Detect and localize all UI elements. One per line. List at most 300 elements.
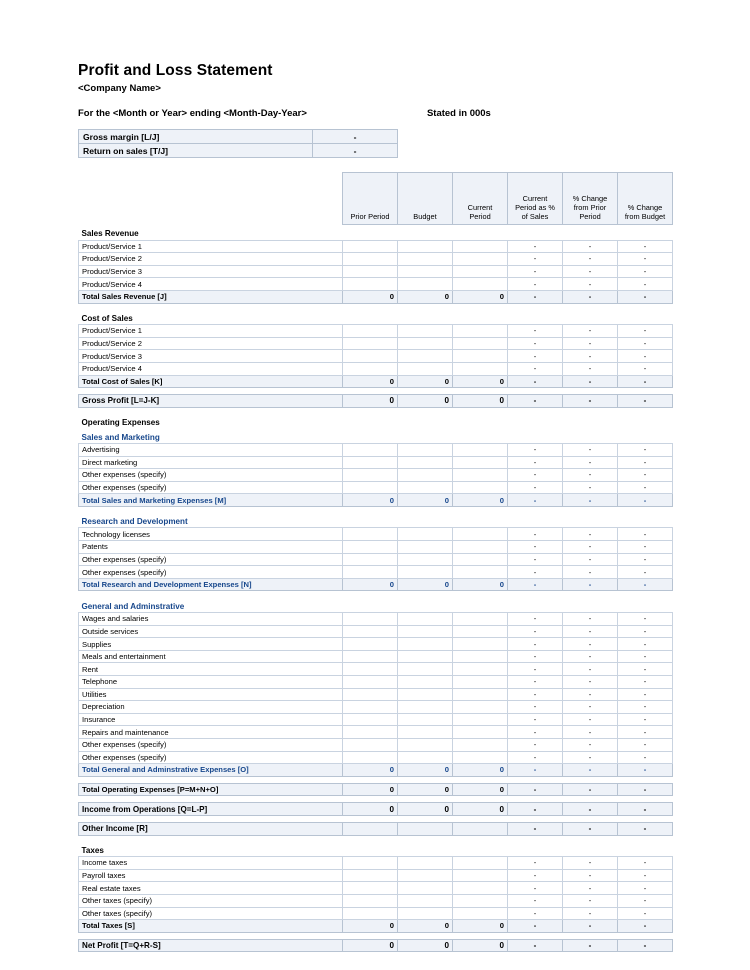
percent-cell[interactable]: - xyxy=(618,553,673,566)
line-item-row[interactable] xyxy=(79,701,673,714)
percent-cell[interactable]: - xyxy=(618,337,673,350)
percent-cell[interactable]: - xyxy=(563,783,618,796)
percent-cell[interactable]: - xyxy=(563,857,618,870)
amount-cell[interactable] xyxy=(398,650,453,663)
percent-cell[interactable]: - xyxy=(508,894,563,907)
percent-cell[interactable]: - xyxy=(563,350,618,363)
amount-cell[interactable] xyxy=(398,362,453,375)
percent-cell[interactable]: - xyxy=(508,278,563,291)
percent-cell[interactable]: - xyxy=(563,920,618,933)
percent-cell[interactable]: - xyxy=(508,822,563,835)
percent-cell[interactable]: - xyxy=(563,803,618,816)
amount-cell[interactable] xyxy=(343,325,398,338)
line-item-row[interactable] xyxy=(79,240,673,253)
percent-cell[interactable]: - xyxy=(508,528,563,541)
amount-cell[interactable] xyxy=(343,688,398,701)
amount-cell[interactable] xyxy=(453,751,508,764)
percent-cell[interactable]: - xyxy=(563,362,618,375)
amount-cell[interactable] xyxy=(343,663,398,676)
percent-cell[interactable]: - xyxy=(618,869,673,882)
percent-cell[interactable]: - xyxy=(563,726,618,739)
amount-cell[interactable]: 0 xyxy=(343,290,398,303)
line-item-row[interactable] xyxy=(79,253,673,266)
amount-cell[interactable] xyxy=(453,456,508,469)
line-item-row[interactable] xyxy=(79,751,673,764)
percent-cell[interactable]: - xyxy=(508,625,563,638)
amount-cell[interactable] xyxy=(453,613,508,626)
percent-cell[interactable]: - xyxy=(563,494,618,507)
amount-cell[interactable] xyxy=(343,253,398,266)
amount-cell[interactable] xyxy=(343,726,398,739)
total-row[interactable] xyxy=(79,494,673,507)
percent-cell[interactable]: - xyxy=(563,553,618,566)
amount-cell[interactable] xyxy=(343,676,398,689)
amount-cell[interactable] xyxy=(398,469,453,482)
percent-cell[interactable]: - xyxy=(508,676,563,689)
percent-cell[interactable]: - xyxy=(508,907,563,920)
amount-cell[interactable] xyxy=(398,253,453,266)
amount-cell[interactable] xyxy=(453,350,508,363)
line-item-row[interactable] xyxy=(79,541,673,554)
amount-cell[interactable] xyxy=(343,894,398,907)
amount-cell[interactable] xyxy=(453,481,508,494)
percent-cell[interactable]: - xyxy=(563,278,618,291)
percent-cell[interactable]: - xyxy=(618,362,673,375)
percent-cell[interactable]: - xyxy=(618,395,673,408)
percent-cell[interactable]: - xyxy=(508,939,563,952)
line-item-row[interactable] xyxy=(79,362,673,375)
percent-cell[interactable]: - xyxy=(618,713,673,726)
percent-cell[interactable]: - xyxy=(618,676,673,689)
total-row[interactable] xyxy=(79,822,673,835)
amount-cell[interactable] xyxy=(343,566,398,579)
amount-cell[interactable] xyxy=(398,688,453,701)
percent-cell[interactable]: - xyxy=(563,701,618,714)
line-item-row[interactable] xyxy=(79,688,673,701)
line-item-row[interactable] xyxy=(79,566,673,579)
amount-cell[interactable] xyxy=(453,240,508,253)
percent-cell[interactable]: - xyxy=(508,701,563,714)
line-item-row[interactable] xyxy=(79,325,673,338)
amount-cell[interactable] xyxy=(453,625,508,638)
percent-cell[interactable]: - xyxy=(618,920,673,933)
percent-cell[interactable]: - xyxy=(563,613,618,626)
amount-cell[interactable] xyxy=(453,443,508,456)
line-item-row[interactable] xyxy=(79,613,673,626)
percent-cell[interactable]: - xyxy=(618,265,673,278)
percent-cell[interactable]: - xyxy=(508,395,563,408)
line-item-row[interactable] xyxy=(79,350,673,363)
percent-cell[interactable]: - xyxy=(563,939,618,952)
percent-cell[interactable]: - xyxy=(563,443,618,456)
amount-cell[interactable]: 0 xyxy=(343,783,398,796)
percent-cell[interactable]: - xyxy=(508,726,563,739)
percent-cell[interactable]: - xyxy=(508,553,563,566)
line-item-row[interactable] xyxy=(79,713,673,726)
percent-cell[interactable]: - xyxy=(508,443,563,456)
percent-cell[interactable]: - xyxy=(563,528,618,541)
amount-cell[interactable] xyxy=(343,456,398,469)
amount-cell[interactable] xyxy=(343,822,398,835)
percent-cell[interactable]: - xyxy=(508,350,563,363)
amount-cell[interactable]: 0 xyxy=(453,578,508,591)
percent-cell[interactable]: - xyxy=(618,375,673,388)
percent-cell[interactable]: - xyxy=(508,713,563,726)
amount-cell[interactable]: 0 xyxy=(343,764,398,777)
percent-cell[interactable]: - xyxy=(618,494,673,507)
percent-cell[interactable]: - xyxy=(508,764,563,777)
amount-cell[interactable] xyxy=(343,350,398,363)
percent-cell[interactable]: - xyxy=(618,939,673,952)
percent-cell[interactable]: - xyxy=(508,375,563,388)
percent-cell[interactable]: - xyxy=(563,566,618,579)
percent-cell[interactable]: - xyxy=(508,362,563,375)
percent-cell[interactable]: - xyxy=(618,803,673,816)
percent-cell[interactable]: - xyxy=(618,882,673,895)
percent-cell[interactable]: - xyxy=(618,578,673,591)
percent-cell[interactable]: - xyxy=(508,541,563,554)
percent-cell[interactable]: - xyxy=(563,822,618,835)
amount-cell[interactable] xyxy=(453,726,508,739)
amount-cell[interactable]: 0 xyxy=(398,290,453,303)
percent-cell[interactable]: - xyxy=(618,528,673,541)
percent-cell[interactable]: - xyxy=(563,325,618,338)
amount-cell[interactable] xyxy=(398,894,453,907)
amount-cell[interactable] xyxy=(398,443,453,456)
amount-cell[interactable] xyxy=(453,701,508,714)
percent-cell[interactable]: - xyxy=(618,783,673,796)
line-item-row[interactable] xyxy=(79,337,673,350)
amount-cell[interactable] xyxy=(398,726,453,739)
amount-cell[interactable] xyxy=(453,869,508,882)
amount-cell[interactable]: 0 xyxy=(398,494,453,507)
percent-cell[interactable]: - xyxy=(618,822,673,835)
amount-cell[interactable] xyxy=(398,882,453,895)
percent-cell[interactable]: - xyxy=(508,265,563,278)
amount-cell[interactable]: 0 xyxy=(453,494,508,507)
percent-cell[interactable]: - xyxy=(563,375,618,388)
amount-cell[interactable] xyxy=(453,822,508,835)
percent-cell[interactable]: - xyxy=(563,290,618,303)
percent-cell[interactable]: - xyxy=(508,290,563,303)
amount-cell[interactable] xyxy=(453,663,508,676)
percent-cell[interactable]: - xyxy=(508,738,563,751)
amount-cell[interactable] xyxy=(453,553,508,566)
amount-cell[interactable] xyxy=(343,278,398,291)
amount-cell[interactable]: 0 xyxy=(343,494,398,507)
percent-cell[interactable]: - xyxy=(508,688,563,701)
amount-cell[interactable]: 0 xyxy=(343,920,398,933)
percent-cell[interactable]: - xyxy=(618,325,673,338)
amount-cell[interactable]: 0 xyxy=(398,920,453,933)
line-item-row[interactable] xyxy=(79,882,673,895)
percent-cell[interactable]: - xyxy=(563,253,618,266)
amount-cell[interactable] xyxy=(398,701,453,714)
percent-cell[interactable]: - xyxy=(563,713,618,726)
line-item-row[interactable] xyxy=(79,650,673,663)
percent-cell[interactable]: - xyxy=(563,764,618,777)
amount-cell[interactable] xyxy=(343,469,398,482)
percent-cell[interactable]: - xyxy=(618,625,673,638)
amount-cell[interactable]: 0 xyxy=(398,375,453,388)
amount-cell[interactable]: 0 xyxy=(453,290,508,303)
percent-cell[interactable]: - xyxy=(508,456,563,469)
amount-cell[interactable] xyxy=(453,638,508,651)
amount-cell[interactable]: 0 xyxy=(343,375,398,388)
percent-cell[interactable]: - xyxy=(563,240,618,253)
amount-cell[interactable]: 0 xyxy=(343,395,398,408)
amount-cell[interactable] xyxy=(398,566,453,579)
amount-cell[interactable] xyxy=(398,676,453,689)
amount-cell[interactable] xyxy=(343,541,398,554)
amount-cell[interactable] xyxy=(398,857,453,870)
amount-cell[interactable] xyxy=(453,907,508,920)
percent-cell[interactable]: - xyxy=(508,783,563,796)
percent-cell[interactable]: - xyxy=(563,650,618,663)
percent-cell[interactable]: - xyxy=(563,578,618,591)
amount-cell[interactable] xyxy=(398,265,453,278)
total-row[interactable] xyxy=(79,920,673,933)
percent-cell[interactable]: - xyxy=(508,325,563,338)
percent-cell[interactable]: - xyxy=(563,688,618,701)
amount-cell[interactable] xyxy=(343,638,398,651)
line-item-row[interactable] xyxy=(79,553,673,566)
line-item-row[interactable] xyxy=(79,907,673,920)
amount-cell[interactable]: 0 xyxy=(453,920,508,933)
total-row[interactable] xyxy=(79,375,673,388)
amount-cell[interactable] xyxy=(343,481,398,494)
amount-cell[interactable]: 0 xyxy=(398,803,453,816)
percent-cell[interactable]: - xyxy=(618,566,673,579)
amount-cell[interactable] xyxy=(343,751,398,764)
percent-cell[interactable]: - xyxy=(563,676,618,689)
percent-cell[interactable]: - xyxy=(563,894,618,907)
percent-cell[interactable]: - xyxy=(508,240,563,253)
amount-cell[interactable] xyxy=(398,625,453,638)
percent-cell[interactable]: - xyxy=(618,857,673,870)
line-item-row[interactable] xyxy=(79,278,673,291)
percent-cell[interactable]: - xyxy=(618,894,673,907)
percent-cell[interactable]: - xyxy=(563,541,618,554)
amount-cell[interactable] xyxy=(453,528,508,541)
percent-cell[interactable]: - xyxy=(618,481,673,494)
amount-cell[interactable] xyxy=(398,528,453,541)
percent-cell[interactable]: - xyxy=(618,350,673,363)
percent-cell[interactable]: - xyxy=(563,638,618,651)
amount-cell[interactable] xyxy=(343,553,398,566)
amount-cell[interactable] xyxy=(453,676,508,689)
total-row[interactable] xyxy=(79,395,673,408)
percent-cell[interactable]: - xyxy=(563,663,618,676)
amount-cell[interactable] xyxy=(398,738,453,751)
percent-cell[interactable]: - xyxy=(563,738,618,751)
percent-cell[interactable]: - xyxy=(618,650,673,663)
amount-cell[interactable] xyxy=(343,613,398,626)
percent-cell[interactable]: - xyxy=(618,688,673,701)
amount-cell[interactable]: 0 xyxy=(453,803,508,816)
amount-cell[interactable] xyxy=(453,325,508,338)
amount-cell[interactable]: 0 xyxy=(453,764,508,777)
amount-cell[interactable] xyxy=(453,278,508,291)
percent-cell[interactable]: - xyxy=(508,253,563,266)
amount-cell[interactable] xyxy=(453,713,508,726)
percent-cell[interactable]: - xyxy=(618,663,673,676)
percent-cell[interactable]: - xyxy=(563,907,618,920)
total-row[interactable] xyxy=(79,803,673,816)
amount-cell[interactable]: 0 xyxy=(453,395,508,408)
amount-cell[interactable] xyxy=(343,240,398,253)
total-row[interactable] xyxy=(79,764,673,777)
line-item-row[interactable] xyxy=(79,265,673,278)
percent-cell[interactable]: - xyxy=(618,764,673,777)
percent-cell[interactable]: - xyxy=(508,857,563,870)
line-item-row[interactable] xyxy=(79,443,673,456)
percent-cell[interactable]: - xyxy=(618,253,673,266)
amount-cell[interactable] xyxy=(343,265,398,278)
percent-cell[interactable]: - xyxy=(618,726,673,739)
percent-cell[interactable]: - xyxy=(508,650,563,663)
amount-cell[interactable] xyxy=(453,337,508,350)
amount-cell[interactable] xyxy=(453,566,508,579)
amount-cell[interactable] xyxy=(453,688,508,701)
percent-cell[interactable]: - xyxy=(508,663,563,676)
amount-cell[interactable] xyxy=(398,663,453,676)
line-item-row[interactable] xyxy=(79,625,673,638)
percent-cell[interactable]: - xyxy=(508,803,563,816)
amount-cell[interactable] xyxy=(398,751,453,764)
percent-cell[interactable]: - xyxy=(508,751,563,764)
percent-cell[interactable]: - xyxy=(563,265,618,278)
percent-cell[interactable]: - xyxy=(563,456,618,469)
amount-cell[interactable] xyxy=(398,337,453,350)
amount-cell[interactable]: 0 xyxy=(453,783,508,796)
amount-cell[interactable] xyxy=(453,894,508,907)
line-item-row[interactable] xyxy=(79,894,673,907)
percent-cell[interactable]: - xyxy=(618,443,673,456)
amount-cell[interactable]: 0 xyxy=(453,375,508,388)
amount-cell[interactable] xyxy=(343,625,398,638)
amount-cell[interactable] xyxy=(398,350,453,363)
amount-cell[interactable] xyxy=(398,278,453,291)
amount-cell[interactable]: 0 xyxy=(343,578,398,591)
amount-cell[interactable] xyxy=(398,822,453,835)
total-row[interactable] xyxy=(79,939,673,952)
line-item-row[interactable] xyxy=(79,726,673,739)
amount-cell[interactable]: 0 xyxy=(398,764,453,777)
amount-cell[interactable]: 0 xyxy=(343,803,398,816)
percent-cell[interactable]: - xyxy=(563,751,618,764)
amount-cell[interactable]: 0 xyxy=(398,578,453,591)
amount-cell[interactable] xyxy=(343,650,398,663)
percent-cell[interactable]: - xyxy=(508,469,563,482)
amount-cell[interactable] xyxy=(398,553,453,566)
line-item-row[interactable] xyxy=(79,528,673,541)
percent-cell[interactable]: - xyxy=(508,566,563,579)
percent-cell[interactable]: - xyxy=(618,541,673,554)
amount-cell[interactable] xyxy=(343,857,398,870)
amount-cell[interactable] xyxy=(343,907,398,920)
percent-cell[interactable]: - xyxy=(618,738,673,751)
percent-cell[interactable]: - xyxy=(508,638,563,651)
amount-cell[interactable] xyxy=(343,362,398,375)
percent-cell[interactable]: - xyxy=(508,481,563,494)
amount-cell[interactable] xyxy=(398,240,453,253)
amount-cell[interactable] xyxy=(343,443,398,456)
total-row[interactable] xyxy=(79,290,673,303)
total-row[interactable] xyxy=(79,783,673,796)
amount-cell[interactable] xyxy=(398,456,453,469)
amount-cell[interactable] xyxy=(453,857,508,870)
amount-cell[interactable]: 0 xyxy=(453,939,508,952)
amount-cell[interactable] xyxy=(343,701,398,714)
percent-cell[interactable]: - xyxy=(618,456,673,469)
amount-cell[interactable] xyxy=(343,869,398,882)
amount-cell[interactable] xyxy=(398,713,453,726)
amount-cell[interactable] xyxy=(343,713,398,726)
amount-cell[interactable] xyxy=(343,738,398,751)
amount-cell[interactable]: 0 xyxy=(398,783,453,796)
percent-cell[interactable]: - xyxy=(508,920,563,933)
line-item-row[interactable] xyxy=(79,857,673,870)
amount-cell[interactable] xyxy=(453,469,508,482)
percent-cell[interactable]: - xyxy=(563,882,618,895)
amount-cell[interactable] xyxy=(398,613,453,626)
amount-cell[interactable] xyxy=(453,738,508,751)
line-item-row[interactable] xyxy=(79,738,673,751)
percent-cell[interactable]: - xyxy=(618,701,673,714)
amount-cell[interactable] xyxy=(453,253,508,266)
line-item-row[interactable] xyxy=(79,869,673,882)
amount-cell[interactable] xyxy=(453,362,508,375)
percent-cell[interactable]: - xyxy=(618,290,673,303)
amount-cell[interactable]: 0 xyxy=(343,939,398,952)
line-item-row[interactable] xyxy=(79,469,673,482)
percent-cell[interactable]: - xyxy=(563,625,618,638)
line-item-row[interactable] xyxy=(79,456,673,469)
amount-cell[interactable]: 0 xyxy=(398,939,453,952)
percent-cell[interactable]: - xyxy=(508,869,563,882)
percent-cell[interactable]: - xyxy=(508,494,563,507)
percent-cell[interactable]: - xyxy=(508,578,563,591)
total-row[interactable] xyxy=(79,578,673,591)
percent-cell[interactable]: - xyxy=(618,638,673,651)
amount-cell[interactable] xyxy=(343,882,398,895)
amount-cell[interactable]: 0 xyxy=(398,395,453,408)
amount-cell[interactable] xyxy=(398,481,453,494)
percent-cell[interactable]: - xyxy=(618,751,673,764)
amount-cell[interactable] xyxy=(343,528,398,541)
percent-cell[interactable]: - xyxy=(563,481,618,494)
percent-cell[interactable]: - xyxy=(618,907,673,920)
line-item-row[interactable] xyxy=(79,676,673,689)
amount-cell[interactable] xyxy=(453,650,508,663)
amount-cell[interactable] xyxy=(398,638,453,651)
amount-cell[interactable] xyxy=(398,325,453,338)
amount-cell[interactable] xyxy=(453,882,508,895)
percent-cell[interactable]: - xyxy=(563,869,618,882)
percent-cell[interactable]: - xyxy=(618,240,673,253)
percent-cell[interactable]: - xyxy=(618,613,673,626)
amount-cell[interactable] xyxy=(453,265,508,278)
percent-cell[interactable]: - xyxy=(563,395,618,408)
amount-cell[interactable] xyxy=(398,869,453,882)
percent-cell[interactable]: - xyxy=(508,613,563,626)
amount-cell[interactable] xyxy=(398,907,453,920)
amount-cell[interactable] xyxy=(453,541,508,554)
percent-cell[interactable]: - xyxy=(618,469,673,482)
percent-cell[interactable]: - xyxy=(563,337,618,350)
percent-cell[interactable]: - xyxy=(618,278,673,291)
